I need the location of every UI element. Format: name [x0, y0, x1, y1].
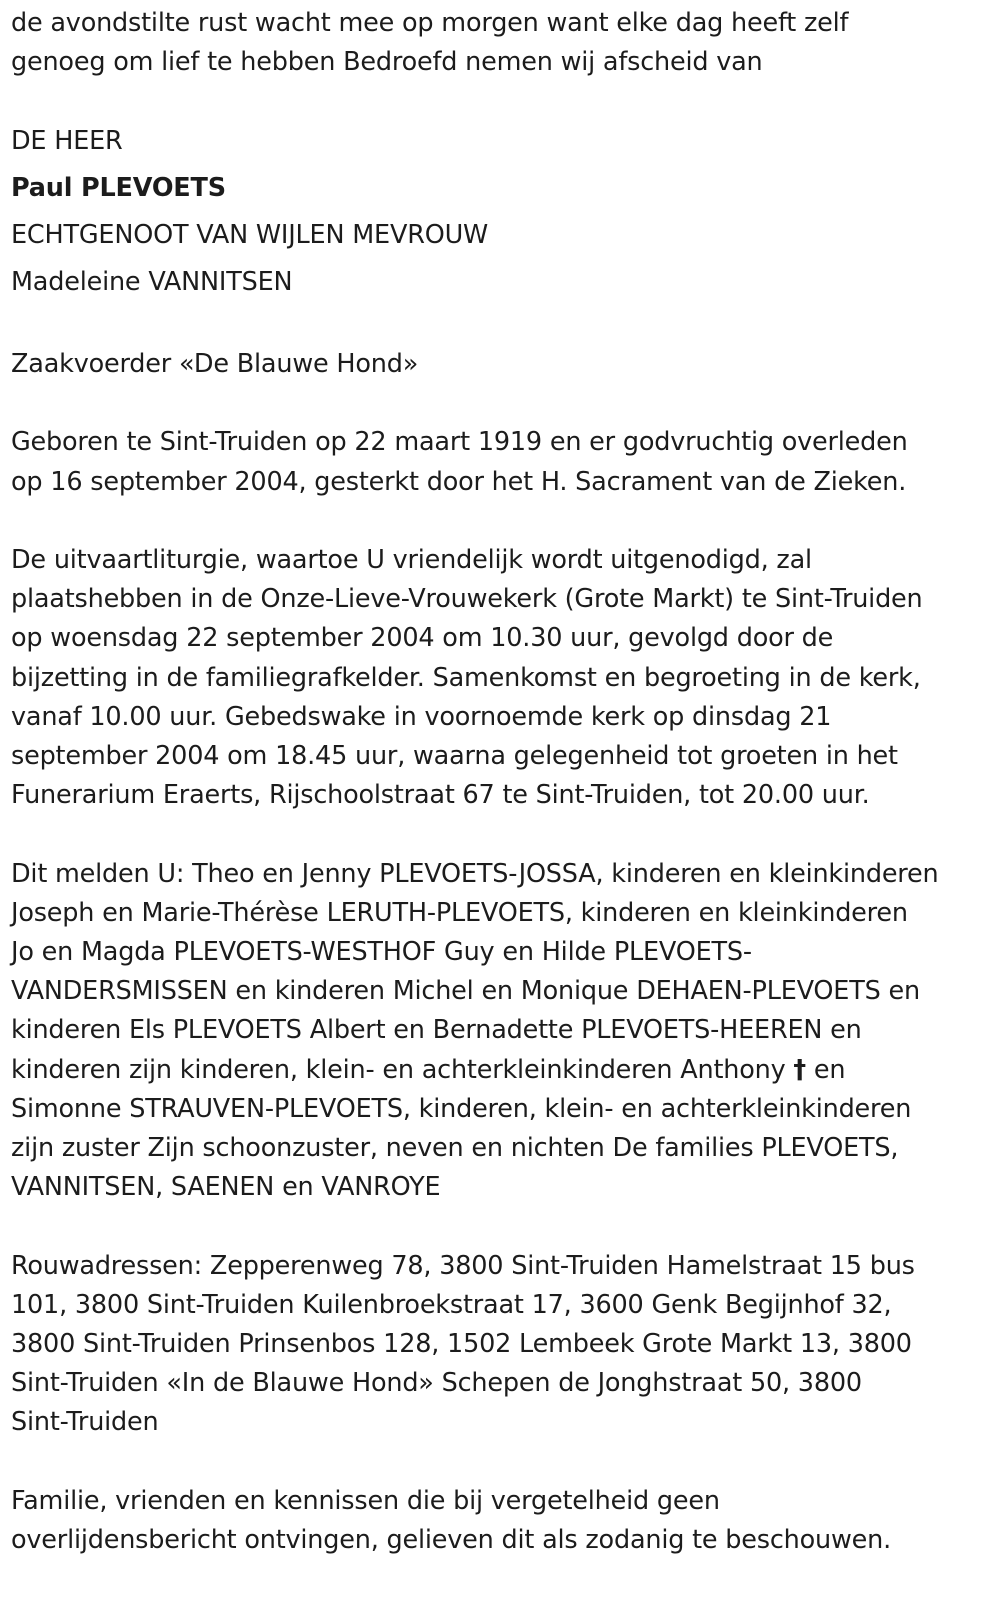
occupation-paragraph: Zaakvoerder «De Blauwe Hond»: [11, 348, 419, 379]
birth-death-paragraph: Geboren te Sint-Truiden op 22 maart 1919 en er godvruchtig overleden op 16 september 2004, gesterkt door het H. Sacrament van de Zieken.: [11, 427, 908, 497]
family-text-before-cross: Dit melden U: Theo en Jenny PLEVOETS-JOSSA, kinderen en kleinkinderen Joseph en Marie-Thérèse LERUTH-PLEVOETS, kinderen en kleinkinderen Jo en Magda PLEVOETS-WESTHOF Guy en Hilde PLEVOETS- VANDERSMISSEN en kinderen Michel en Monique DEHAEN-PLEVOETS en kinderen Els PLEVOETS Albert en Bernadette PLEVOETS-HEEREN en kinderen zijn kinderen, klein- en achterkleinkinderen Anthony: [11, 858, 939, 1085]
closing-paragraph: Familie, vrienden en kennissen die bij vergetelheid geen overlijdensbericht ontvingen, gelieven dit als zodanig te beschouwen.: [11, 1485, 892, 1555]
title-prefix: DE HEER: [11, 125, 123, 156]
spouse-name: Madeleine VANNITSEN: [11, 266, 293, 297]
family-paragraph: [11, 855, 991, 1208]
family-text-after-cross: en Simonne STRAUVEN-PLEVOETS, kinderen, klein- en achterkleinkinderen zijn zuster Zijn schoonzuster, neven en nichten De families PLEVOETS, VANNITSEN, SAENEN en VANROYE: [11, 1054, 912, 1203]
addresses-paragraph: Rouwadressen: Zepperenweg 78, 3800 Sint-Truiden Hamelstraat 15 bus 101, 3800 Sint-Truiden Kuilenbroekstraat 17, 3600 Genk Begijnhof 32, 3800 Sint-Truiden Prinsenbos 128, 1502 Lembeek Grote Markt 13, 3800 Sint-Truiden «In de Blauwe Hond» Schepen de Jonghstraat 50, 3800 Sint-Truiden: [11, 1250, 915, 1438]
relation-line: ECHTGENOOT VAN WIJLEN MEVROUW: [11, 219, 489, 250]
deceased-name: Paul PLEVOETS: [11, 172, 226, 203]
cross-icon: †: [793, 1054, 806, 1085]
obituary-text: [11, 4, 991, 1599]
funeral-paragraph: De uitvaartliturgie, waartoe U vriendelijk wordt uitgenodigd, zal plaatshebben in de Onze-Lieve-Vrouwekerk (Grote Markt) te Sint-Truiden op woensdag 22 september 2004 om 10.30 uur, gevolgd door de bijzetting in de familiegrafkelder. Samenkomst en begroeting in de kerk, vanaf 10.00 uur. Gebedswake in voornoemde kerk op dinsdag 21 september 2004 om 18.45 uur, waarna gelegenheid tot groeten in het Funerarium Eraerts, Rijschoolstraat 67 te Sint-Truiden, tot 20.00 uur.: [11, 544, 923, 811]
deceased-block: [11, 122, 991, 306]
intro-paragraph: de avondstilte rust wacht mee op morgen want elke dag heeft zelf genoeg om lief te hebben Bedroefd nemen wij afscheid van: [11, 8, 849, 78]
